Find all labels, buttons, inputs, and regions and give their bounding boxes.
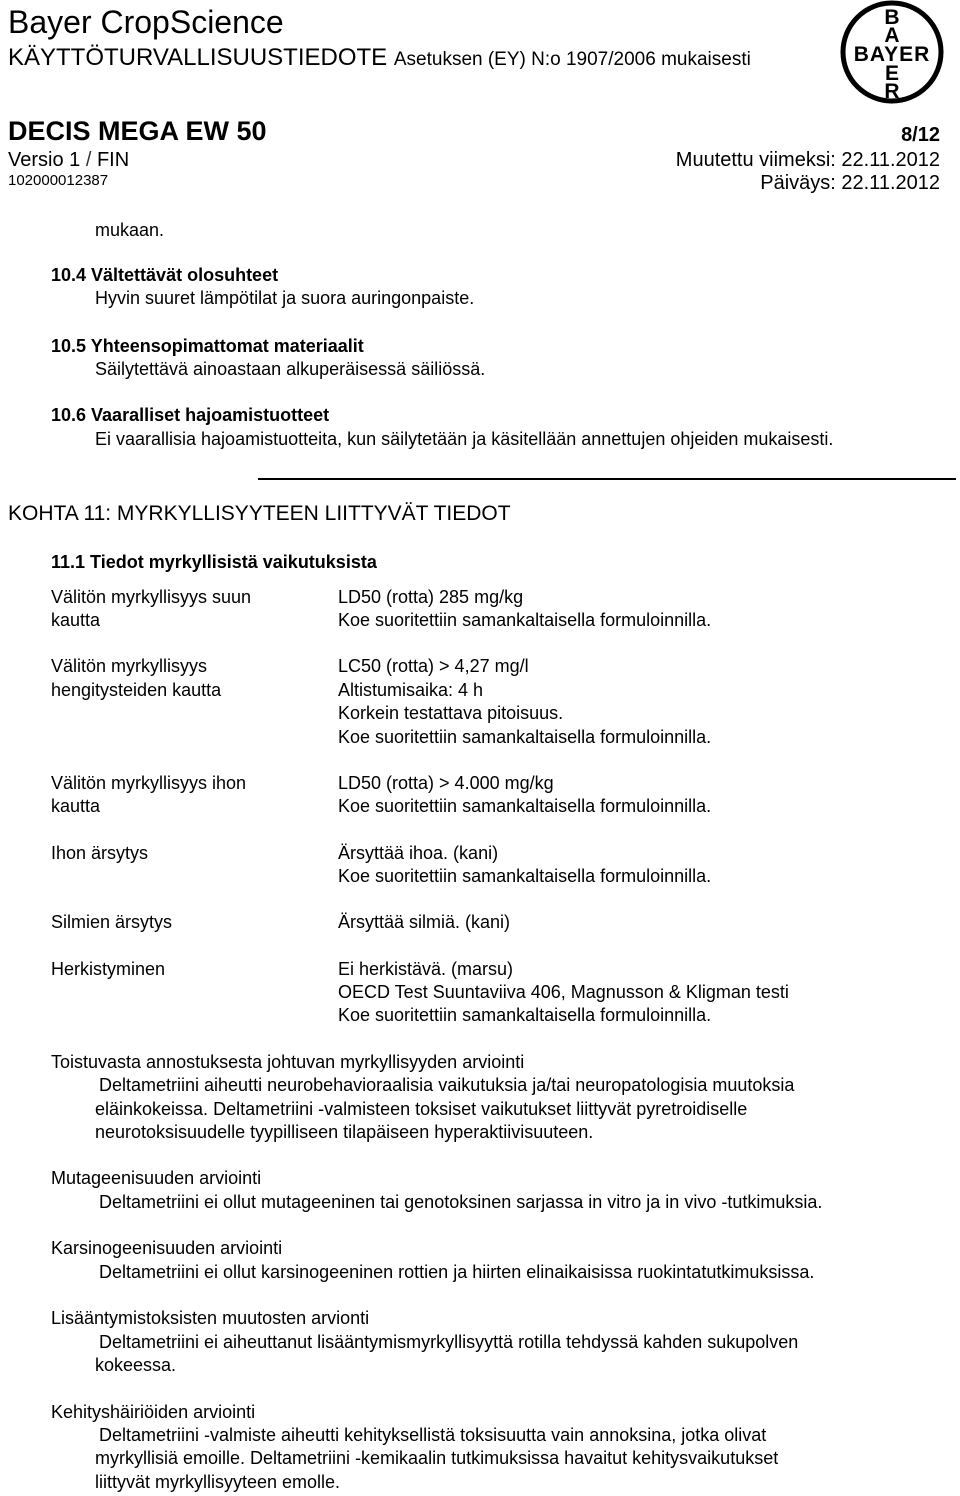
tox-label: Herkistyminen <box>51 959 166 979</box>
tox-value: Koe suoritettiin samankaltaisella formuloinnilla. <box>338 610 712 630</box>
product-name: DECIS MEGA EW 50 <box>8 116 267 146</box>
developmental-text: liittyvät myrkyllisyyteen emolle. <box>95 1472 341 1492</box>
page-number: 8/12 <box>901 124 940 146</box>
developmental-text: myrkyllisiä emoille. Deltametriini -kemikaalin tutkimuksissa havaitut kehitysvaikutukset <box>95 1448 779 1468</box>
tox-label: kautta <box>51 610 101 630</box>
svg-text:BAYER: BAYER <box>853 43 931 66</box>
tox-value: LC50 (rotta) > 4,27 mg/l <box>338 656 529 676</box>
tox-value: Korkein testattava pitoisuus. <box>338 703 564 723</box>
tox-value: Koe suoritettiin samankaltaisella formuloinnilla. <box>338 866 712 886</box>
version-info <box>8 149 129 172</box>
section-10-5-title: 10.5 Yhteensopimattomat materiaalit <box>51 336 364 356</box>
reproductive-text: kokeessa. <box>95 1355 177 1375</box>
svg-text:A: A <box>884 24 900 47</box>
document-type <box>8 44 751 72</box>
section-10-6-text: Ei vaarallisia hajoamistuotteita, kun säilytetään ja käsitellään annettujen ohjeiden mukaisesti. <box>95 429 834 449</box>
regulation-label: Asetuksen (EY) N:o 1907/2006 mukaisesti <box>393 49 751 70</box>
repeat-dose-text: neurotoksisuudelle tyypilliseen tilapäiseen hyperaktiivisuuteen. <box>95 1122 594 1142</box>
tox-value: LD50 (rotta) > 4.000 mg/kg <box>338 773 554 793</box>
tox-label: Välitön myrkyllisyys ihon <box>51 773 247 793</box>
section-10-6-title: 10.6 Vaaralliset hajoamistuotteet <box>51 405 330 425</box>
tox-value: Ärsyttää silmiä. (kani) <box>338 912 511 932</box>
developmental-text: Deltametriini -valmiste aiheutti kehityksellistä toksisuutta vain annoksina, jotka olivat <box>99 1425 767 1445</box>
section-divider <box>258 478 956 480</box>
version-prefix: Versio <box>8 149 64 171</box>
version-slash: / <box>85 149 92 171</box>
repeat-dose-text: eläinkokeissa. Deltametriini -valmisteen toksiset vaikutukset liittyvät pyretroidiselle <box>95 1099 748 1119</box>
continued-text: mukaan. <box>95 220 165 240</box>
version-number: 1 <box>69 149 81 171</box>
tox-value: Koe suoritettiin samankaltaisella formuloinnilla. <box>338 796 712 816</box>
section-10-4-title: 10.4 Vältettävät olosuhteet <box>51 265 279 285</box>
section-10-5-text: Säilytettävä ainoastaan alkuperäisessä säiliössä. <box>95 359 486 379</box>
svg-text:E: E <box>884 62 900 85</box>
version-language: FIN <box>96 149 130 171</box>
tox-label: Välitön myrkyllisyys suun <box>51 587 252 607</box>
document-type-label: KÄYTTÖTURVALLISUUSTIEDOTE <box>8 44 388 71</box>
section-11-1-title: 11.1 Tiedot myrkyllisistä vaikutuksista <box>51 552 377 572</box>
tox-value: Ärsyttää ihoa. (kani) <box>338 843 499 863</box>
tox-label: Ihon ärsytys <box>51 843 149 863</box>
carcinogenicity-text: Deltametriini ei ollut karsinogeeninen rottien ja hiirten elinaikaisissa ruokintatutkimuksissa. <box>99 1262 815 1282</box>
mutagenicity-title: Mutageenisuuden arviointi <box>51 1168 262 1188</box>
svg-text:B: B <box>884 6 900 29</box>
tox-label: kautta <box>51 796 101 816</box>
mutagenicity-text: Deltametriini ei ollut mutageeninen tai genotoksinen sarjassa in vitro ja in vivo -tutkimuksia. <box>99 1192 823 1212</box>
tox-label: Silmien ärsytys <box>51 912 173 932</box>
svg-text:R: R <box>884 80 900 103</box>
section-10-4-text: Hyvin suuret lämpötilat ja suora auringonpaiste. <box>95 288 475 308</box>
tox-label: hengitysteiden kautta <box>51 680 222 700</box>
issue-date: Päiväys: 22.11.2012 <box>760 172 940 194</box>
tox-value: OECD Test Suuntaviiva 406, Magnusson & Kligman testi <box>338 982 789 1002</box>
tox-value: LD50 (rotta) 285 mg/kg <box>338 587 524 607</box>
tox-label: Välitön myrkyllisyys <box>51 656 208 676</box>
bayer-logo <box>828 0 956 104</box>
document-code: 102000012387 <box>8 172 109 189</box>
modified-date: Muutettu viimeksi: 22.11.2012 <box>675 149 940 171</box>
tox-value: Koe suoritettiin samankaltaisella formuloinnilla. <box>338 727 712 747</box>
carcinogenicity-title: Karsinogeenisuuden arviointi <box>51 1238 283 1258</box>
reproductive-title: Lisääntymistoksisten muutosten arvionti <box>51 1308 370 1328</box>
tox-value: Altistumisaika: 4 h <box>338 680 484 700</box>
tox-value: Ei herkistävä. (marsu) <box>338 959 514 979</box>
repeat-dose-text: Deltametriini aiheutti neurobehavioraalisia vaikutuksia ja/tai neuropatologisia muutoksia <box>99 1075 795 1095</box>
company-name: Bayer CropScience <box>8 4 284 40</box>
tox-value: Koe suoritettiin samankaltaisella formuloinnilla. <box>338 1005 712 1025</box>
reproductive-text: Deltametriini ei aiheuttanut lisääntymismyrkyllisyyttä rotilla tehdyssä kahden sukupolven <box>99 1332 799 1352</box>
section-11-heading: KOHTA 11: MYRKYLLISYYTEEN LIITTYVÄT TIEDOT <box>8 502 511 525</box>
developmental-title: Kehityshäiriöiden arviointi <box>51 1402 256 1422</box>
repeat-dose-title: Toistuvasta annostuksesta johtuvan myrkyllisyyden arviointi <box>51 1052 525 1072</box>
